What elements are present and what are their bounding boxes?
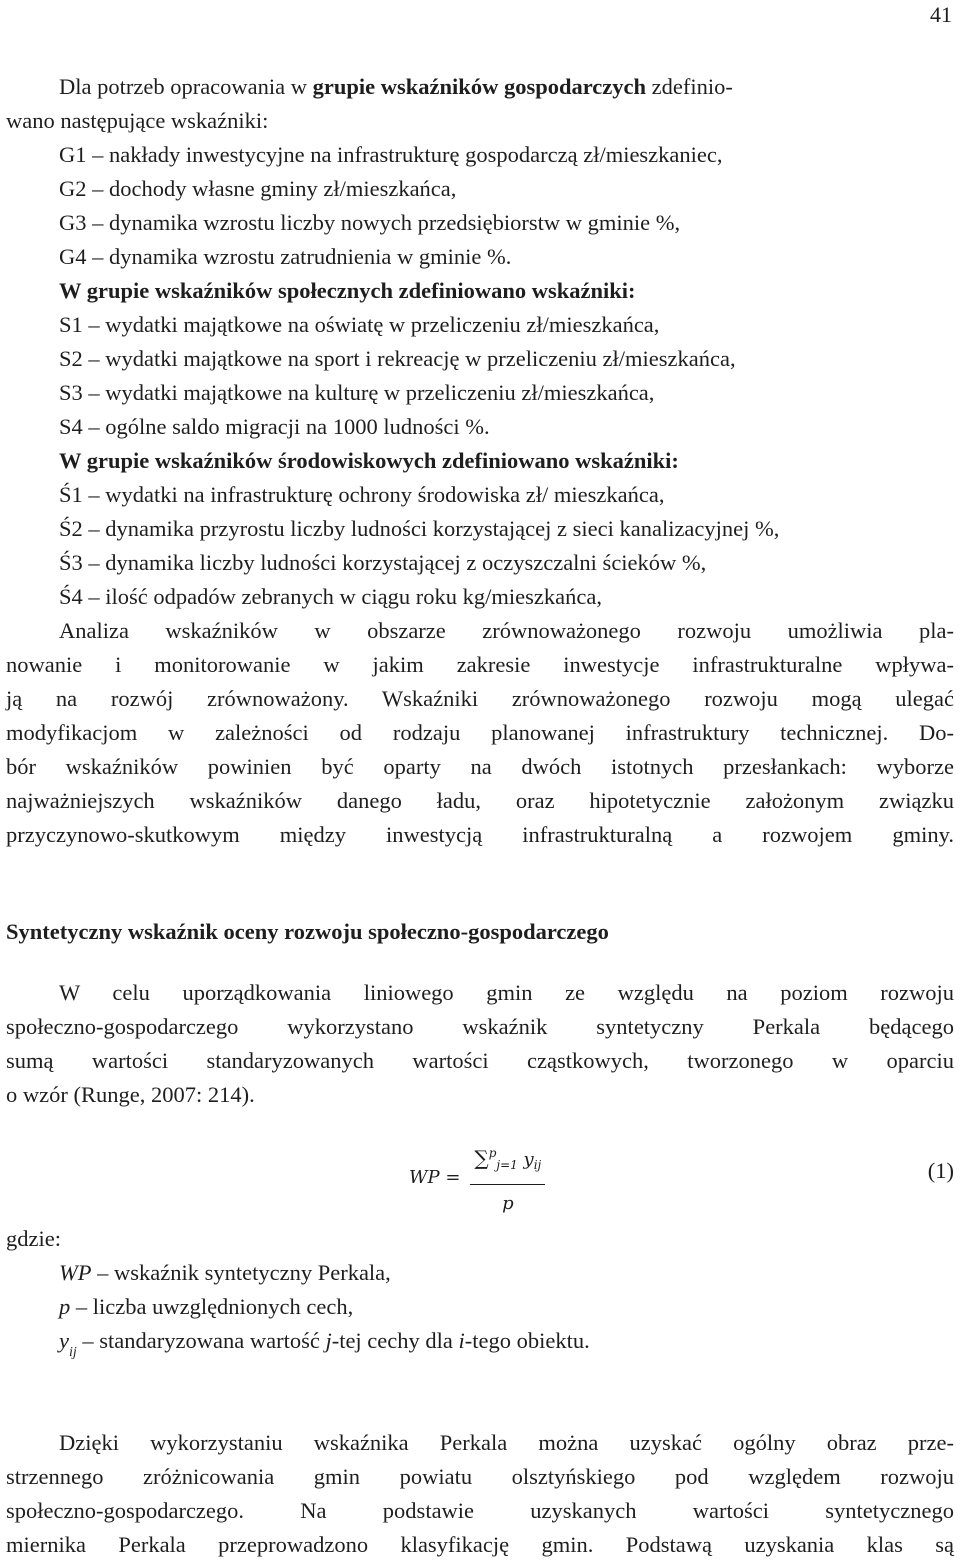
- formula-fraction: [470, 1136, 545, 1221]
- economic-group-label: grupie wskaźników gospodarczych: [312, 74, 647, 99]
- perkala-formula: [409, 1145, 545, 1214]
- indicator-g4: G4 – dynamika wzrostu zatrudnienia w gminie %.: [59, 244, 512, 269]
- indicator-s1-env: Ś1 – wydatki na infrastrukturę ochrony środowiska zł/ mieszkańca,: [59, 482, 665, 507]
- paragraph-line: społeczno-gospodarczego wykorzystano wskaźnik syntetyczny Perkala będącego: [6, 1014, 954, 1039]
- definition-symbol-subscript: ij: [69, 1345, 77, 1360]
- definition-text: -tej cechy dla: [331, 1328, 459, 1353]
- environmental-group-heading: [6, 444, 954, 478]
- paragraph-line: miernika Perkala przeprowadzono klasyfikację gmin. Podstawą uzyskania klas są: [6, 1532, 954, 1557]
- social-group-heading: [6, 274, 954, 308]
- economic-indicators-list: [6, 138, 954, 274]
- paragraph-line: ją na rozwój zrównoważony. Wskaźniki zrównoważonego rozwoju mogą ulegać: [6, 686, 954, 711]
- intro-text-cont: zdefinio-: [646, 74, 733, 99]
- indicator-s4: S4 – ogólne saldo migracji na 1000 ludności %.: [59, 414, 490, 439]
- definition-yij: [6, 1324, 954, 1370]
- definition-text: – standaryzowana wartość: [76, 1328, 326, 1353]
- intro-text: Dla potrzeb opracowania w: [59, 74, 313, 99]
- definition-text: – wskaźnik syntetyczny Perkala,: [91, 1260, 391, 1285]
- indicator-s3: S3 – wydatki majątkowe na kulturę w przeliczeniu zł/mieszkańca,: [59, 380, 655, 405]
- indicator-s4-env: Ś4 – ilość odpadów zebranych w ciągu roku kg/mieszkańca,: [59, 584, 602, 609]
- social-heading-text: W grupie wskaźników społecznych zdefiniowano wskaźniki:: [59, 278, 636, 303]
- formula-definitions: [6, 1222, 954, 1370]
- paragraph-line: strzennego zróżnicowania gmin powiatu olsztyńskiego pod względem rozwoju: [6, 1464, 954, 1489]
- analysis-paragraph: [6, 614, 954, 852]
- environmental-indicators-list: [6, 478, 954, 614]
- formula-numerator: [470, 1136, 545, 1185]
- closing-paragraph: [6, 1426, 954, 1562]
- equation-number: (1): [927, 1158, 954, 1183]
- indicator-g3: G3 – dynamika wzrostu liczby nowych przedsiębiorstw w gminie %,: [59, 210, 681, 235]
- definition-index-i: i: [458, 1328, 465, 1353]
- definition-text: – liczba uwzględnionych cech,: [70, 1294, 354, 1319]
- definition-symbol: p: [59, 1294, 71, 1319]
- definition-symbol: y: [59, 1328, 69, 1353]
- sum-symbol: ∑: [474, 1145, 489, 1170]
- intro-line-1: [6, 70, 954, 104]
- paragraph-line: najważniejszych wskaźników danego ładu, oraz hipotetycznie założonym związku: [6, 788, 954, 813]
- section-heading: Syntetyczny wskaźnik oceny rozwoju społeczno-gospodarczego: [6, 919, 609, 944]
- formula-denominator: p: [502, 1192, 514, 1214]
- where-label: gdzie:: [6, 1226, 61, 1251]
- paragraph-line: o wzór (Runge, 2007: 214).: [6, 1082, 255, 1107]
- sum-lower-limit: j=1: [496, 1157, 518, 1172]
- indicator-g2: G2 – dochody własne gminy zł/mieszkańca,: [59, 176, 457, 201]
- paragraph-line: Analiza wskaźników w obszarze zrównoważonego rozwoju umożliwia pla-: [59, 618, 954, 643]
- paragraph-line: bór wskaźników powinien być oparty na dwóch istotnych przesłankach: wyborze: [6, 754, 954, 779]
- definition-index-j: j: [325, 1328, 332, 1353]
- formula-lhs: WP =: [409, 1167, 461, 1188]
- definition-symbol: WP: [59, 1260, 92, 1285]
- social-indicators-list: [6, 308, 954, 444]
- formula-term: y: [523, 1148, 534, 1170]
- sum-upper-limit: p: [488, 1145, 497, 1160]
- page-number: 41: [930, 2, 952, 27]
- definition-wp: [6, 1256, 954, 1290]
- indicator-s3-env: Ś3 – dynamika liczby ludności korzystającej z oczyszczalni ścieków %,: [59, 550, 707, 575]
- definition-text: -tego obiektu.: [464, 1328, 590, 1353]
- page-body: [6, 70, 954, 1557]
- formula-term-subscript: ij: [533, 1157, 542, 1172]
- indicator-s2-env: Ś2 – dynamika przyrostu liczby ludności korzystającej z sieci kanalizacyjnej %,: [59, 516, 780, 541]
- paragraph-line: społeczno-gospodarczego. Na podstawie uzyskanych wartości syntetycznego: [6, 1498, 954, 1523]
- intro-line-2: wano następujące wskaźniki:: [6, 108, 269, 133]
- environmental-heading-text: W grupie wskaźników środowiskowych zdefiniowano wskaźniki:: [59, 448, 679, 473]
- perkala-intro-paragraph: [6, 976, 954, 1112]
- paragraph-line: modyfikacjom w zależności od rodzaju planowanej infrastruktury technicznej. Do-: [6, 720, 954, 745]
- definition-p: [6, 1290, 954, 1324]
- paragraph-line: nowanie i monitorowanie w jakim zakresie inwestycje infrastrukturalne wpływa-: [6, 652, 954, 677]
- paragraph-line: Dzięki wykorzystaniu wskaźnika Perkala można uzyskać ogólny obraz prze-: [59, 1430, 954, 1455]
- paragraph-line: przyczynowo-skutkowym między inwestycją infrastrukturalną a rozwojem gminy.: [6, 822, 954, 847]
- indicator-g1: G1 – nakłady inwestycyjne na infrastrukturę gospodarczą zł/mieszkaniec,: [59, 142, 723, 167]
- indicator-s2: S2 – wydatki majątkowe na sport i rekreację w przeliczeniu zł/mieszkańca,: [59, 346, 736, 371]
- paragraph-line: W celu uporządkowania liniowego gmin ze względu na poziom rozwoju: [59, 980, 954, 1005]
- paragraph-line: sumą wartości standaryzowanych wartości cząstkowych, tworzonego w oparciu: [6, 1048, 954, 1073]
- indicator-s1: S1 – wydatki majątkowe na oświatę w przeliczeniu zł/mieszkańca,: [59, 312, 660, 337]
